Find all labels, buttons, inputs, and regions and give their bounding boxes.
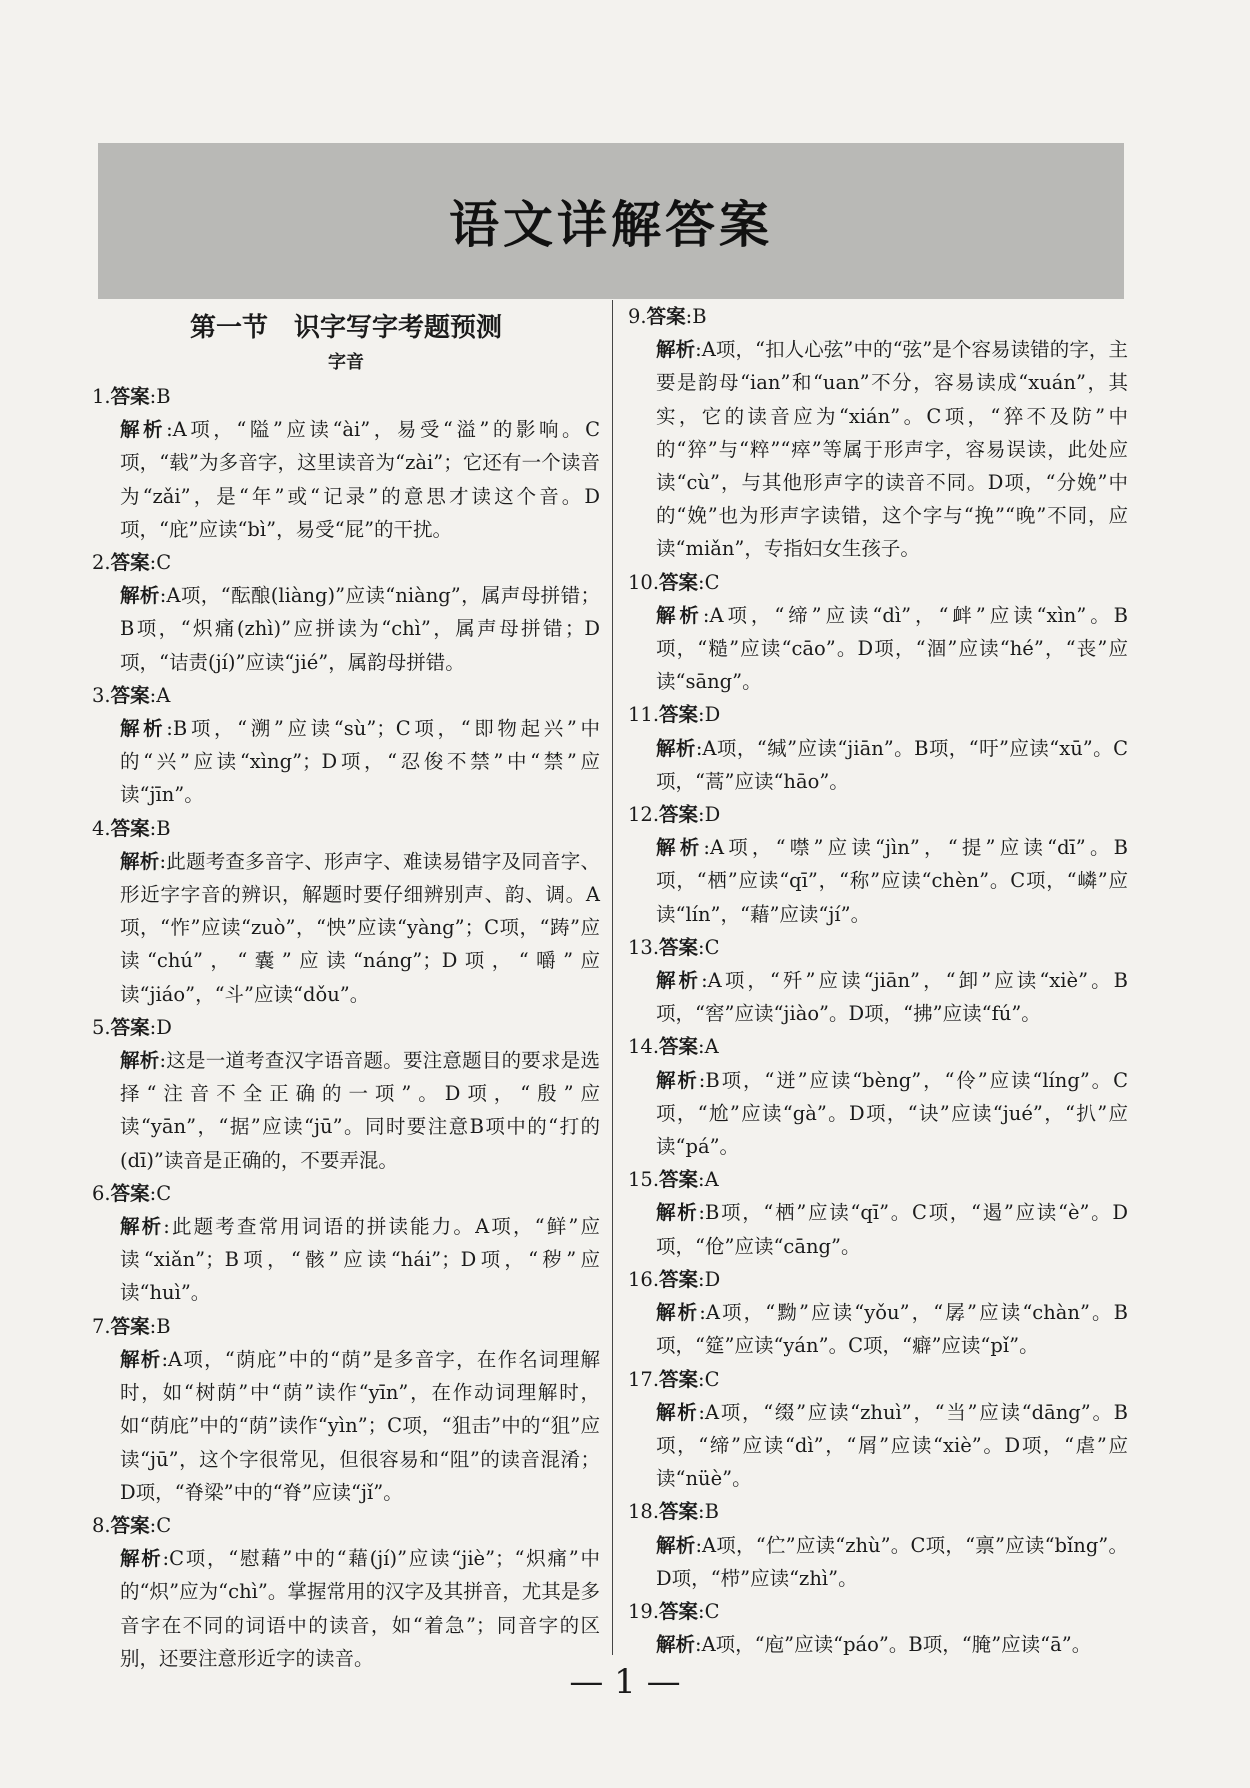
page-title: 语文详解答案 <box>449 195 773 254</box>
question-item <box>92 1177 600 1310</box>
answer-label: 答案 <box>110 816 150 840</box>
explanation-label: 解析 <box>120 717 167 741</box>
answer-label: 答案 <box>659 1367 699 1391</box>
question-number: 8. <box>92 1513 111 1537</box>
explanation-text: :A项，“庖”应读“páo”。B项，“腌”应读“ā”。 <box>695 1633 1092 1657</box>
question-number: 11. <box>628 703 660 727</box>
question-item <box>92 812 600 1011</box>
question-number: 18. <box>628 1500 660 1524</box>
explanation-text: :A项，“隘”应读“ài”，易受“溢”的影响。C项，“载”为多音字，这里读音为“zài”；它还有一个读音为“zǎi”，是“年”或“记录”的意思才读这个音。D项，“庇”应读“bì”，易受“屁”的干扰。 <box>120 418 600 541</box>
explanation-label: 解析 <box>656 603 703 627</box>
question-number: 19. <box>628 1599 660 1623</box>
answer-label: 答案 <box>659 570 699 594</box>
explanation-label: 解析 <box>656 1400 699 1424</box>
explanation-text: :A项，“歼”应读“jiān”，“卸”应读“xiè”。B项，“窖”应读“jiào”。D项，“拂”应读“fú”。 <box>656 969 1128 1026</box>
explanation-text: :此题考查常用词语的拼读能力。A项，“鲜”应读“xiǎn”；B项，“骸”应读“hái”；D项，“秽”应读“huì”。 <box>120 1215 600 1305</box>
explanation-label: 解析 <box>656 1533 696 1557</box>
answer-label: 答案 <box>659 1035 699 1059</box>
answer-label: 答案 <box>110 1181 150 1205</box>
question-number: 12. <box>628 803 660 827</box>
answer-value: :C <box>698 935 720 959</box>
question-number: 10. <box>628 570 660 594</box>
explanation-text: :A项，“噤”应读“jìn”，“提”应读“dī”。B项，“栖”应读“qī”，“称”应读“chèn”。C项，“嶙”应读“lín”，“藉”应读“jí”。 <box>656 836 1128 926</box>
question-item <box>628 1495 1128 1595</box>
answer-value: :C <box>149 1181 172 1205</box>
question-item <box>628 1030 1128 1163</box>
question-number: 17. <box>628 1367 660 1391</box>
question-item <box>628 566 1128 699</box>
answer-value: :D <box>698 703 721 727</box>
question-item <box>92 1509 600 1675</box>
column-divider <box>612 300 613 1655</box>
answer-label: 答案 <box>110 1314 150 1338</box>
explanation-text: :B项，“迸”应读“bèng”，“伶”应读“líng”。C项，“尬”应读“gà”。D项，“诀”应读“jué”，“扒”应读“pá”。 <box>656 1068 1128 1159</box>
question-number: 5. <box>92 1015 111 1039</box>
explanation-text: :A项，“伫”应读“zhù”。C项，“禀”应读“bǐng”。D项，“栉”应读“zhì”。 <box>656 1533 1128 1590</box>
answer-label: 答案 <box>659 803 699 827</box>
explanation-label: 解析 <box>656 836 704 860</box>
answer-value: :B <box>149 385 171 408</box>
question-item <box>628 300 1128 566</box>
right-column <box>628 300 1128 1661</box>
question-item <box>628 1363 1128 1496</box>
explanation-label: 解析 <box>120 1215 164 1239</box>
answer-label: 答案 <box>659 1267 699 1291</box>
explanation-text: :A项，“扣人心弦”中的“弦”是个容易读错的字，主要是韵母“ian”和“uan”不分，容易读成“xuán”，其实，它的读音应为“xián”。C项，“猝不及防”中的“猝”与“粹”“瘁”等属于形声字，容易误读，此处应读“cù”，与其他形声字的读音不同。D项，“分娩”中的“娩”也为形声字读错，这个字与“挽”“晚”不同，应读“miǎn”，专指妇女生孩子。 <box>656 338 1128 561</box>
answer-value: :D <box>698 803 721 827</box>
explanation-text: :C项，“慰藉”中的“藉(jí)”应读“jiè”；“炽痛”中的“炽”应为“chì”。掌握常用的汉字及其拼音，尤其是多音字在不同的词语中的读音，如“着急”；同音字的区别，还要注意形近字的读音。 <box>120 1547 600 1670</box>
answer-value: :D <box>698 1267 721 1291</box>
question-item <box>628 931 1128 1031</box>
answer-label: 答案 <box>646 305 686 328</box>
explanation-text: :这是一道考查汉字语音题。要注意题目的要求是选择“注音不全正确的一项”。D项，“殷”应读“yān”，“据”应读“jū”。同时要注意B项中的“打的(dī)”读音是正确的，不要弄混。 <box>120 1049 600 1172</box>
answer-value: :C <box>149 551 172 575</box>
explanation-label: 解析 <box>656 1201 699 1225</box>
question-item <box>628 798 1128 931</box>
answer-label: 答案 <box>659 1168 699 1192</box>
answer-value: :A <box>698 1168 719 1192</box>
question-item <box>628 1263 1128 1363</box>
explanation-text: :B项，“溯”应读“sù”；C项，“即物起兴”中的“兴”应读“xìng”；D项，“忍俊不禁”中“禁”应读“jīn”。 <box>120 717 600 807</box>
explanation-label: 解析 <box>120 584 160 608</box>
explanation-text: :A项，“缔”应读“dì”，“衅”应读“xìn”。B项，“糙”应读“cāo”。D项，“涸”应读“hé”，“丧”应读“sāng”。 <box>656 603 1128 694</box>
question-number: 13. <box>628 935 660 959</box>
answer-value: :C <box>698 570 720 594</box>
question-item <box>628 1595 1128 1661</box>
answer-label: 答案 <box>659 1500 699 1524</box>
answer-value: :C <box>698 1599 720 1623</box>
answer-value: :A <box>698 1035 719 1059</box>
explanation-text: :A项，“酝酿(liàng)”应读“niàng”，属声母拼错；B项，“炽痛(zhì)”应拼读为“chì”，属声母拼错；D项，“诘责(jí)”应读“jié”，属韵母拼错。 <box>120 584 600 674</box>
section-title: 第一节 识字写字考题预测 <box>189 313 502 343</box>
page-number: — 1 — <box>569 1662 681 1702</box>
explanation-text: :A项，“缄”应读“jiān”。B项，“吁”应读“xū”。C项，“蒿”应读“hāo”。 <box>656 736 1128 793</box>
question-number: 15. <box>628 1168 660 1192</box>
explanation-text: :A项，“黝”应读“yǒu”，“孱”应读“chàn”。B项，“筵”应读“yán”。C项，“癖”应读“pǐ”。 <box>656 1301 1128 1358</box>
answer-label: 答案 <box>110 1513 150 1537</box>
explanation-text: :此题考查多音字、形声字、难读易错字及同音字、形近字字音的辨识，解题时要仔细辨别声、韵、调。A项，“怍”应读“zuò”，“怏”应读“yàng”；C项，“踌”应读“chú”，“囊”应读“náng”；D项，“嚼”应读“jiáo”，“斗”应读“dǒu”。 <box>120 849 600 1006</box>
question-item <box>92 380 600 546</box>
question-item <box>92 679 600 812</box>
question-item <box>628 698 1128 798</box>
question-number: 4. <box>92 816 111 840</box>
answer-label: 答案 <box>659 935 699 959</box>
answer-label: 答案 <box>659 703 699 727</box>
answer-value: :C <box>149 1513 172 1537</box>
answer-value: :C <box>698 1367 720 1391</box>
question-item <box>92 546 600 679</box>
explanation-label: 解析 <box>656 1068 699 1092</box>
explanation-label: 解析 <box>656 1301 700 1325</box>
answer-value: :B <box>149 1314 171 1338</box>
answer-label: 答案 <box>110 1015 150 1039</box>
question-number: 7. <box>92 1314 111 1338</box>
explanation-label: 解析 <box>120 418 167 442</box>
explanation-text: :A项，“缀”应读“zhuì”，“当”应读“dāng”。B项，“缔”应读“dì”，“屑”应读“xiè”。D项，“虐”应读“nüè”。 <box>656 1400 1128 1491</box>
question-number: 6. <box>92 1181 111 1205</box>
question-item <box>92 1310 600 1509</box>
question-number: 14. <box>628 1035 660 1059</box>
explanation-label: 解析 <box>120 1049 160 1073</box>
explanation-text: :B项，“栖”应读“qī”。C项，“遏”应读“è”。D项，“伧”应读“cāng”。 <box>656 1201 1128 1258</box>
explanation-label: 解析 <box>656 736 696 760</box>
title-banner <box>98 143 1124 299</box>
explanation-text: :A项，“荫庇”中的“荫”是多音字，在作名词理解时，如“树荫”中“荫”读作“yīn”，在作动词理解时，如“荫庇”中的“荫”读作“yìn”；C项，“狙击”中的“狙”应读“jū”，这个字很常见，但很容易和“阻”的读音混淆；D项，“脊梁”中的“脊”应读“jǐ”。 <box>120 1347 600 1504</box>
explanation-label: 解析 <box>656 1633 696 1657</box>
explanation-label: 解析 <box>120 1547 163 1571</box>
answer-label: 答案 <box>110 385 150 408</box>
question-number: 16. <box>628 1267 660 1291</box>
question-number: 1. <box>92 385 111 408</box>
answer-value: :B <box>698 1500 719 1524</box>
question-number: 2. <box>92 551 111 575</box>
answer-label: 答案 <box>110 683 150 707</box>
question-item <box>628 1163 1128 1263</box>
question-number: 9. <box>628 305 647 328</box>
explanation-label: 解析 <box>120 1347 162 1371</box>
left-column <box>92 300 600 1675</box>
answer-label: 答案 <box>110 551 150 575</box>
explanation-label: 解析 <box>656 338 696 362</box>
question-item <box>92 1011 600 1177</box>
answer-value: :B <box>685 305 707 328</box>
question-number: 3. <box>92 683 111 707</box>
explanation-label: 解析 <box>120 849 160 873</box>
answer-value: :B <box>149 816 171 840</box>
answer-value: :D <box>149 1015 172 1039</box>
subsection-title: 字音 <box>328 352 364 373</box>
explanation-label: 解析 <box>656 969 702 993</box>
answer-label: 答案 <box>659 1599 699 1623</box>
answer-value: :A <box>149 683 171 707</box>
